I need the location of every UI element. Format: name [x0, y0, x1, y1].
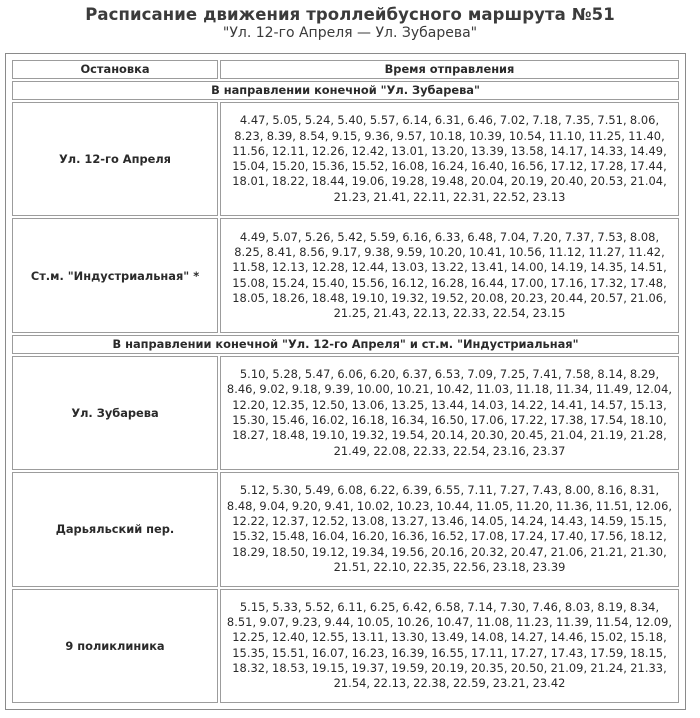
departure-times: 4.49, 5.07, 5.26, 5.42, 5.59, 6.16, 6.33, 6.48, 7.04, 7.20, 7.37, 7.53, 8.08, 8.25, 8.41, 8.56, 9.17, 9.38, 9.59, 10.20, 10.41, 10.56, 11.12, 11.27, 11.42, 11.58, 12.13, 12.28, 12.44, 13.03, 13.22, 13.41, 14.00, 14.19, 14.35, 14.51, 15.08, 15.24, 15.40, 15.56, 16.12, 16.28, 16.44, 17.00, 17.16, 17.32, 17.48, 18.05, 18.26, 18.48, 19.10, 19.32, 19.52, 20.08, 20.23, 20.44, 20.57, 21.06, 21.25, 21.43, 22.13, 22.33, 22.54, 23.15	[220, 218, 679, 332]
departure-times: 5.12, 5.30, 5.49, 6.08, 6.22, 6.39, 6.55, 7.11, 7.27, 7.43, 8.00, 8.16, 8.31, 8.48, 9.04, 9.20, 9.41, 10.02, 10.23, 10.44, 11.05, 11.20, 11.36, 11.51, 12.06, 12.22, 12.37, 12.52, 13.08, 13.27, 13.46, 14.05, 14.24, 14.43, 14.59, 15.15, 15.32, 15.48, 16.04, 16.20, 16.36, 16.52, 17.08, 17.24, 17.40, 17.56, 18.12, 18.29, 18.50, 19.12, 19.34, 19.56, 20.16, 20.32, 20.47, 21.06, 21.21, 21.30, 21.51, 22.10, 22.35, 22.56, 23.18, 23.39	[220, 472, 679, 586]
departure-times: 5.15, 5.33, 5.52, 6.11, 6.25, 6.42, 6.58, 7.14, 7.30, 7.46, 8.03, 8.19, 8.34, 8.51, 9.07, 9.23, 9.44, 10.05, 10.26, 10.47, 11.08, 11.23, 11.39, 11.54, 12.09, 12.25, 12.40, 12.55, 13.11, 13.30, 13.49, 14.08, 14.27, 14.46, 15.02, 15.18, 15.35, 15.51, 16.07, 16.23, 16.39, 16.55, 17.11, 17.27, 17.43, 17.59, 18.15, 18.32, 18.53, 19.15, 19.37, 19.59, 20.19, 20.35, 20.50, 21.09, 21.24, 21.33, 21.54, 22.13, 22.38, 22.59, 23.21, 23.42	[220, 589, 679, 703]
stop-name: Ст.м. "Индустриальная" *	[12, 218, 218, 332]
direction-row	[12, 335, 679, 354]
schedule-table-frame	[5, 53, 686, 710]
schedule-table	[10, 58, 681, 705]
departure-times: 5.10, 5.28, 5.47, 6.06, 6.20, 6.37, 6.53, 7.09, 7.25, 7.41, 7.58, 8.14, 8.29, 8.46, 9.02, 9.18, 9.39, 10.00, 10.21, 10.42, 11.03, 11.18, 11.34, 11.49, 12.04, 12.20, 12.35, 12.50, 13.06, 13.25, 13.44, 14.03, 14.22, 14.41, 14.57, 15.13, 15.30, 15.46, 16.02, 16.18, 16.34, 16.50, 17.06, 17.22, 17.38, 17.54, 18.10, 18.27, 18.48, 19.10, 19.32, 19.54, 20.14, 20.30, 20.45, 21.04, 21.19, 21.28, 21.49, 22.08, 22.33, 22.54, 23.16, 23.37	[220, 356, 679, 470]
stop-name: 9 поликлиника	[12, 589, 218, 703]
direction-heading: В направлении конечной "Ул. 12-го Апреля" и ст.м. "Индустриальная"	[12, 335, 679, 354]
page-title: Расписание движения троллейбусного маршрута №51	[85, 5, 615, 24]
departure-times: 4.47, 5.05, 5.24, 5.40, 5.57, 6.14, 6.31, 6.46, 7.02, 7.18, 7.35, 7.51, 8.06, 8.23, 8.39, 8.54, 9.15, 9.36, 9.57, 10.18, 10.39, 10.54, 11.10, 11.25, 11.40, 11.56, 12.11, 12.26, 12.42, 13.01, 13.20, 13.39, 13.58, 14.17, 14.33, 14.49, 15.04, 15.20, 15.36, 15.52, 16.08, 16.24, 16.40, 16.56, 17.12, 17.28, 17.44, 18.01, 18.22, 18.44, 19.06, 19.28, 19.48, 20.04, 20.19, 20.40, 20.53, 21.04, 21.23, 21.41, 22.11, 22.31, 22.52, 23.13	[220, 102, 679, 216]
table-row	[12, 102, 679, 216]
column-header-time: Время отправления	[220, 60, 679, 79]
direction-row	[12, 81, 679, 100]
table-header-row	[12, 60, 679, 79]
stop-name: Ул. Зубарева	[12, 356, 218, 470]
stop-name: Дарьяльский пер.	[12, 472, 218, 586]
direction-heading: В направлении конечной "Ул. Зубарева"	[12, 81, 679, 100]
stop-name: Ул. 12-го Апреля	[12, 102, 218, 216]
table-row	[12, 589, 679, 703]
column-header-stop: Остановка	[12, 60, 218, 79]
table-row	[12, 472, 679, 586]
table-row	[12, 356, 679, 470]
page-subtitle: "Ул. 12-го Апреля — Ул. Зубарева"	[222, 25, 478, 41]
table-row	[12, 218, 679, 332]
